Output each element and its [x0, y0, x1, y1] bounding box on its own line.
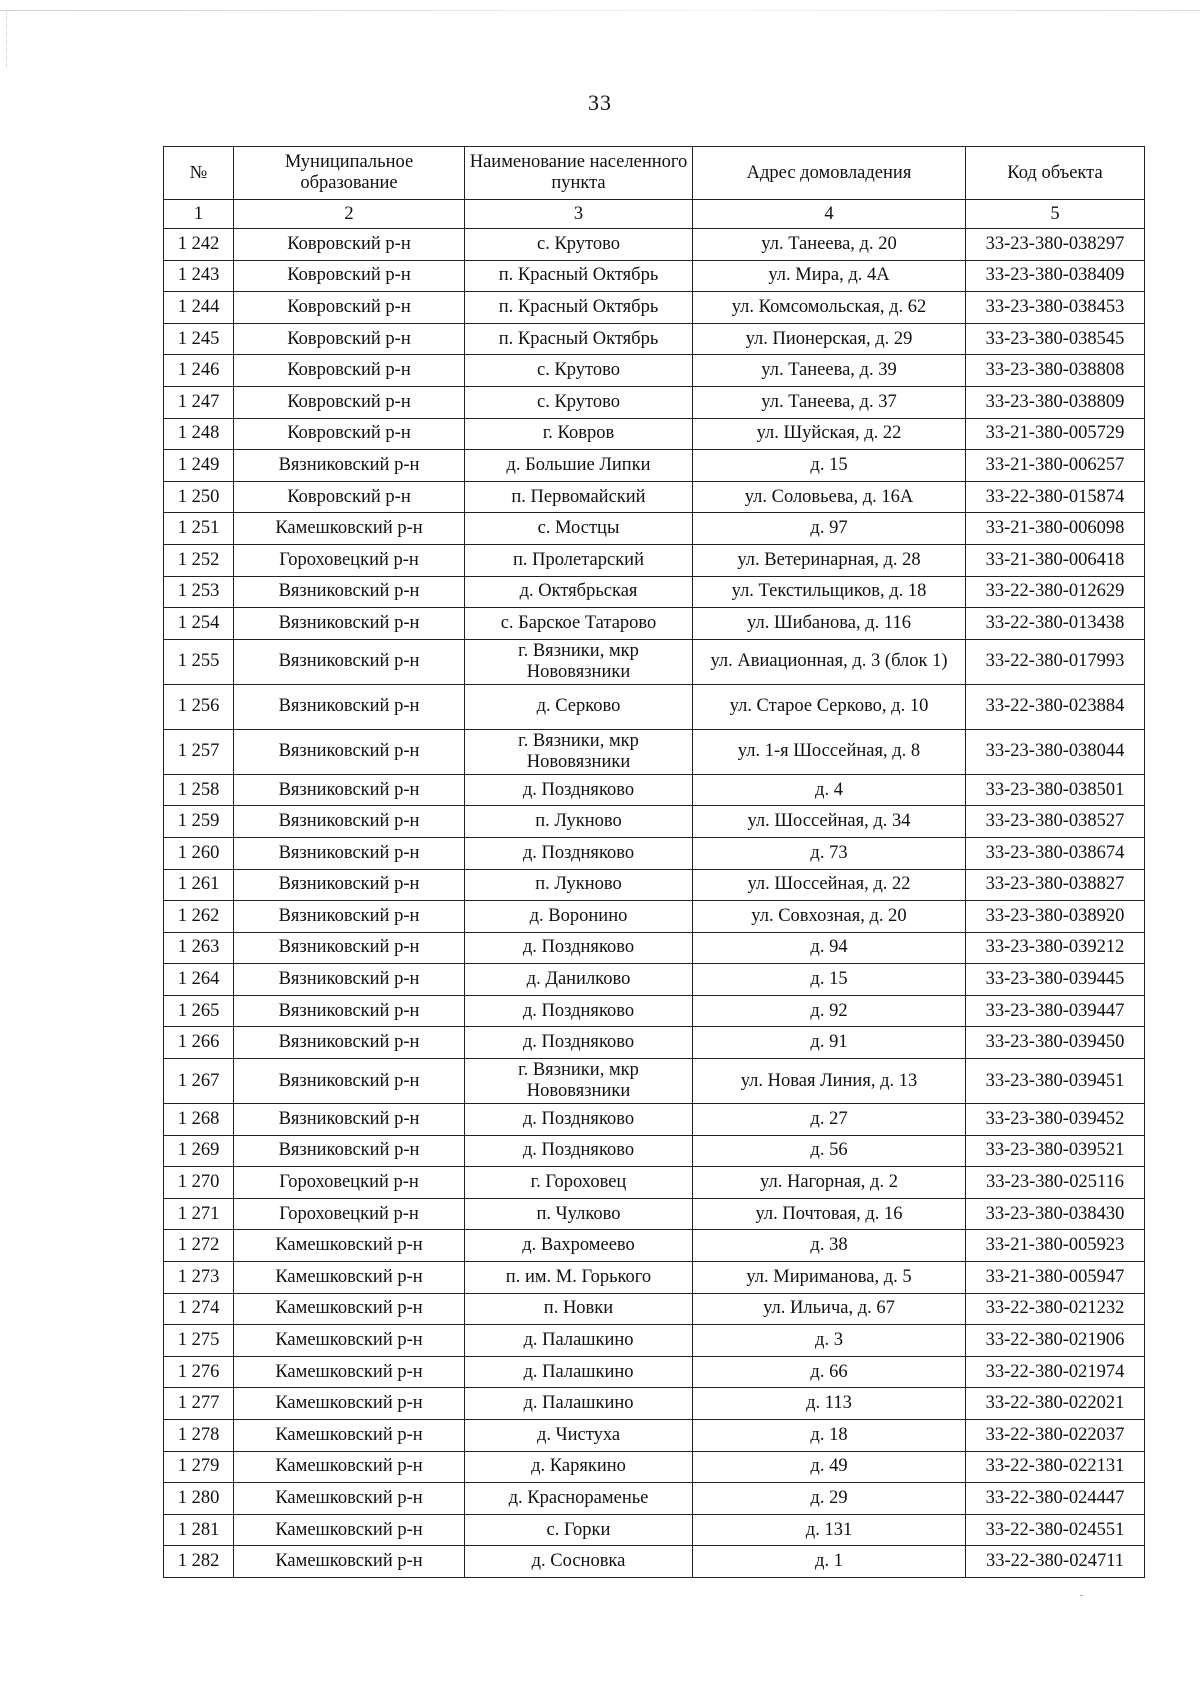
row-number-cell: 1 267: [164, 1059, 234, 1104]
address-cell: ул. Шоссейная, д. 34: [693, 806, 966, 838]
object-code-cell: 33-23-380-038044: [966, 729, 1145, 774]
table-row: [164, 1262, 1145, 1294]
object-code-cell: 33-23-380-038809: [966, 386, 1145, 418]
row-number-cell: 1 268: [164, 1104, 234, 1136]
row-number-cell: 1 270: [164, 1167, 234, 1199]
object-code-cell: 33-23-380-038920: [966, 901, 1145, 933]
municipality-cell: Вязниковский р-н: [234, 1059, 465, 1104]
table-row: [164, 869, 1145, 901]
settlement-cell: д. Данилково: [465, 964, 693, 996]
object-code-cell: 33-22-380-024551: [966, 1514, 1145, 1546]
address-cell: д. 131: [693, 1514, 966, 1546]
table-row: [164, 418, 1145, 450]
table-row: [164, 729, 1145, 774]
municipality-cell: Вязниковский р-н: [234, 576, 465, 608]
object-code-cell: 33-23-380-039447: [966, 995, 1145, 1027]
address-cell: ул. Соловьева, д. 16А: [693, 481, 966, 513]
table-row: [164, 386, 1145, 418]
settlement-cell: д. Чистуха: [465, 1420, 693, 1452]
object-code-cell: 33-23-380-038297: [966, 229, 1145, 261]
settlement-cell: с. Крутово: [465, 386, 693, 418]
table-row: [164, 774, 1145, 806]
object-code-cell: 33-23-380-038453: [966, 292, 1145, 324]
households-table: [163, 146, 1145, 1578]
row-number-cell: 1 247: [164, 386, 234, 418]
object-code-cell: 33-23-380-039212: [966, 932, 1145, 964]
table-row: [164, 639, 1145, 684]
municipality-cell: Ковровский р-н: [234, 386, 465, 418]
table-row: [164, 932, 1145, 964]
row-number-cell: 1 251: [164, 513, 234, 545]
table-row: [164, 1325, 1145, 1357]
table-row: [164, 901, 1145, 933]
settlement-cell: д. Большие Липки: [465, 450, 693, 482]
municipality-cell: Ковровский р-н: [234, 355, 465, 387]
column-number: 4: [693, 200, 966, 229]
municipality-cell: Гороховецкий р-н: [234, 544, 465, 576]
row-number-cell: 1 245: [164, 323, 234, 355]
scan-speck: [1080, 1595, 1083, 1596]
table-row: [164, 1059, 1145, 1104]
municipality-cell: Вязниковский р-н: [234, 608, 465, 640]
row-number-cell: 1 250: [164, 481, 234, 513]
settlement-cell: д. Октябрьская: [465, 576, 693, 608]
address-cell: д. 92: [693, 995, 966, 1027]
table-row: [164, 1230, 1145, 1262]
column-number-row: [164, 200, 1145, 229]
municipality-cell: Вязниковский р-н: [234, 837, 465, 869]
object-code-cell: 33-23-380-039451: [966, 1059, 1145, 1104]
row-number-cell: 1 282: [164, 1546, 234, 1578]
object-code-cell: 33-21-380-005923: [966, 1230, 1145, 1262]
object-code-cell: 33-23-380-038409: [966, 260, 1145, 292]
settlement-cell: д. Краснораменье: [465, 1483, 693, 1515]
settlement-cell: г. Гороховец: [465, 1167, 693, 1199]
object-code-cell: 33-21-380-006098: [966, 513, 1145, 545]
address-cell: д. 3: [693, 1325, 966, 1357]
row-number-cell: 1 276: [164, 1356, 234, 1388]
address-cell: ул. Текстильщиков, д. 18: [693, 576, 966, 608]
settlement-cell: п. Пролетарский: [465, 544, 693, 576]
municipality-cell: Вязниковский р-н: [234, 901, 465, 933]
table-header: [164, 147, 1145, 229]
row-number-cell: 1 249: [164, 450, 234, 482]
address-cell: д. 15: [693, 450, 966, 482]
municipality-cell: Ковровский р-н: [234, 323, 465, 355]
object-code-cell: 33-22-380-023884: [966, 684, 1145, 729]
address-cell: ул. Пионерская, д. 29: [693, 323, 966, 355]
table-body: [164, 229, 1145, 1578]
row-number-cell: 1 271: [164, 1198, 234, 1230]
row-number-cell: 1 280: [164, 1483, 234, 1515]
municipality-cell: Камешковский р-н: [234, 1230, 465, 1262]
settlement-cell: п. Первомайский: [465, 481, 693, 513]
settlement-cell: д. Поздняково: [465, 995, 693, 1027]
settlement-cell: д. Серково: [465, 684, 693, 729]
address-cell: д. 15: [693, 964, 966, 996]
object-code-cell: 33-23-380-039452: [966, 1104, 1145, 1136]
municipality-cell: Вязниковский р-н: [234, 806, 465, 838]
object-code-cell: 33-23-380-038808: [966, 355, 1145, 387]
row-number-cell: 1 263: [164, 932, 234, 964]
page-number: 33: [588, 90, 612, 115]
address-cell: ул. Танеева, д. 20: [693, 229, 966, 261]
row-number-cell: 1 258: [164, 774, 234, 806]
row-number-cell: 1 273: [164, 1262, 234, 1294]
settlement-cell: г. Вязники, мкр Нововязники: [465, 1059, 693, 1104]
column-number: 5: [966, 200, 1145, 229]
row-number-cell: 1 252: [164, 544, 234, 576]
object-code-cell: 33-22-380-017993: [966, 639, 1145, 684]
settlement-cell: с. Крутово: [465, 355, 693, 387]
row-number-cell: 1 253: [164, 576, 234, 608]
settlement-cell: д. Карякино: [465, 1451, 693, 1483]
row-number-cell: 1 260: [164, 837, 234, 869]
municipality-cell: Ковровский р-н: [234, 292, 465, 324]
address-cell: д. 1: [693, 1546, 966, 1578]
object-code-cell: 33-22-380-021232: [966, 1293, 1145, 1325]
municipality-cell: Камешковский р-н: [234, 1388, 465, 1420]
scan-corner-mark: [6, 12, 17, 67]
address-cell: д. 38: [693, 1230, 966, 1262]
settlement-cell: с. Крутово: [465, 229, 693, 261]
row-number-cell: 1 255: [164, 639, 234, 684]
table-row: [164, 1420, 1145, 1452]
table-row: [164, 292, 1145, 324]
row-number-cell: 1 254: [164, 608, 234, 640]
row-number-cell: 1 259: [164, 806, 234, 838]
municipality-cell: Камешковский р-н: [234, 1293, 465, 1325]
row-number-cell: 1 281: [164, 1514, 234, 1546]
column-number: 1: [164, 200, 234, 229]
scan-edge-line: [0, 10, 1200, 11]
address-cell: ул. Шоссейная, д. 22: [693, 869, 966, 901]
address-cell: ул. Авиационная, д. 3 (блок 1): [693, 639, 966, 684]
municipality-cell: Вязниковский р-н: [234, 684, 465, 729]
row-number-cell: 1 266: [164, 1027, 234, 1059]
row-number-cell: 1 242: [164, 229, 234, 261]
address-cell: д. 66: [693, 1356, 966, 1388]
municipality-cell: Вязниковский р-н: [234, 869, 465, 901]
address-cell: ул. Мира, д. 4А: [693, 260, 966, 292]
address-cell: д. 29: [693, 1483, 966, 1515]
municipality-cell: Камешковский р-н: [234, 1451, 465, 1483]
table-row: [164, 1167, 1145, 1199]
municipality-cell: Вязниковский р-н: [234, 964, 465, 996]
municipality-cell: Ковровский р-н: [234, 260, 465, 292]
row-number-cell: 1 269: [164, 1135, 234, 1167]
settlement-cell: с. Мостцы: [465, 513, 693, 545]
object-code-cell: 33-22-380-022037: [966, 1420, 1145, 1452]
header-number: №: [164, 147, 234, 200]
table-row: [164, 513, 1145, 545]
table-row: [164, 995, 1145, 1027]
object-code-cell: 33-23-380-038501: [966, 774, 1145, 806]
table-row: [164, 837, 1145, 869]
settlement-cell: г. Вязники, мкр Нововязники: [465, 729, 693, 774]
table-row: [164, 1198, 1145, 1230]
row-number-cell: 1 272: [164, 1230, 234, 1262]
settlement-cell: п. Новки: [465, 1293, 693, 1325]
object-code-cell: 33-21-380-006418: [966, 544, 1145, 576]
municipality-cell: Вязниковский р-н: [234, 1104, 465, 1136]
municipality-cell: Вязниковский р-н: [234, 729, 465, 774]
address-cell: д. 97: [693, 513, 966, 545]
object-code-cell: 33-23-380-038827: [966, 869, 1145, 901]
table-row: [164, 450, 1145, 482]
municipality-cell: Вязниковский р-н: [234, 639, 465, 684]
row-number-cell: 1 275: [164, 1325, 234, 1357]
object-code-cell: 33-21-380-005947: [966, 1262, 1145, 1294]
table-row: [164, 1514, 1145, 1546]
address-cell: ул. 1-я Шоссейная, д. 8: [693, 729, 966, 774]
settlement-cell: д. Поздняково: [465, 1104, 693, 1136]
table-row: [164, 260, 1145, 292]
table-row: [164, 576, 1145, 608]
row-number-cell: 1 279: [164, 1451, 234, 1483]
table-row: [164, 229, 1145, 261]
object-code-cell: 33-22-380-015874: [966, 481, 1145, 513]
table-row: [164, 1388, 1145, 1420]
table-row: [164, 684, 1145, 729]
address-cell: д. 27: [693, 1104, 966, 1136]
settlement-cell: п. им. М. Горького: [465, 1262, 693, 1294]
table-row: [164, 964, 1145, 996]
header-object-code: Код объекта: [966, 147, 1145, 200]
table-row: [164, 1356, 1145, 1388]
row-number-cell: 1 243: [164, 260, 234, 292]
municipality-cell: Ковровский р-н: [234, 229, 465, 261]
settlement-cell: д. Палашкино: [465, 1325, 693, 1357]
settlement-cell: с. Горки: [465, 1514, 693, 1546]
municipality-cell: Гороховецкий р-н: [234, 1167, 465, 1199]
municipality-cell: Камешковский р-н: [234, 1546, 465, 1578]
table-row: [164, 1135, 1145, 1167]
municipality-cell: Гороховецкий р-н: [234, 1198, 465, 1230]
address-cell: д. 113: [693, 1388, 966, 1420]
header-address: Адрес домовладения: [693, 147, 966, 200]
address-cell: ул. Нагорная, д. 2: [693, 1167, 966, 1199]
object-code-cell: 33-23-380-038430: [966, 1198, 1145, 1230]
row-number-cell: 1 274: [164, 1293, 234, 1325]
table-row: [164, 1483, 1145, 1515]
table-row: [164, 806, 1145, 838]
address-cell: д. 4: [693, 774, 966, 806]
municipality-cell: Вязниковский р-н: [234, 450, 465, 482]
settlement-cell: г. Вязники, мкр Нововязники: [465, 639, 693, 684]
address-cell: д. 94: [693, 932, 966, 964]
municipality-cell: Ковровский р-н: [234, 481, 465, 513]
address-cell: ул. Почтовая, д. 16: [693, 1198, 966, 1230]
row-number-cell: 1 262: [164, 901, 234, 933]
row-number-cell: 1 264: [164, 964, 234, 996]
table-row: [164, 355, 1145, 387]
column-number: 2: [234, 200, 465, 229]
settlement-cell: д. Сосновка: [465, 1546, 693, 1578]
object-code-cell: 33-22-380-022131: [966, 1451, 1145, 1483]
address-cell: ул. Мириманова, д. 5: [693, 1262, 966, 1294]
address-cell: д. 56: [693, 1135, 966, 1167]
settlement-cell: д. Поздняково: [465, 932, 693, 964]
address-cell: ул. Старое Серково, д. 10: [693, 684, 966, 729]
settlement-cell: п. Лукново: [465, 806, 693, 838]
object-code-cell: 33-23-380-038545: [966, 323, 1145, 355]
settlement-cell: д. Воронино: [465, 901, 693, 933]
object-code-cell: 33-23-380-039445: [966, 964, 1145, 996]
address-cell: ул. Ветеринарная, д. 28: [693, 544, 966, 576]
address-cell: ул. Комсомольская, д. 62: [693, 292, 966, 324]
row-number-cell: 1 261: [164, 869, 234, 901]
table-row: [164, 1293, 1145, 1325]
object-code-cell: 33-23-380-038527: [966, 806, 1145, 838]
municipality-cell: Камешковский р-н: [234, 1356, 465, 1388]
address-cell: ул. Танеева, д. 37: [693, 386, 966, 418]
row-number-cell: 1 256: [164, 684, 234, 729]
municipality-cell: Камешковский р-н: [234, 1514, 465, 1546]
settlement-cell: г. Ковров: [465, 418, 693, 450]
address-cell: д. 91: [693, 1027, 966, 1059]
row-number-cell: 1 265: [164, 995, 234, 1027]
object-code-cell: 33-22-380-021974: [966, 1356, 1145, 1388]
table-row: [164, 1451, 1145, 1483]
settlement-cell: д. Поздняково: [465, 1027, 693, 1059]
settlement-cell: п. Лукново: [465, 869, 693, 901]
table-row: [164, 323, 1145, 355]
object-code-cell: 33-23-380-038674: [966, 837, 1145, 869]
municipality-cell: Вязниковский р-н: [234, 932, 465, 964]
column-number: 3: [465, 200, 693, 229]
settlement-cell: д. Вахромеево: [465, 1230, 693, 1262]
object-code-cell: 33-23-380-025116: [966, 1167, 1145, 1199]
settlement-cell: п. Красный Октябрь: [465, 292, 693, 324]
settlement-cell: д. Поздняково: [465, 837, 693, 869]
row-number-cell: 1 246: [164, 355, 234, 387]
row-number-cell: 1 257: [164, 729, 234, 774]
settlement-cell: п. Красный Октябрь: [465, 260, 693, 292]
municipality-cell: Камешковский р-н: [234, 513, 465, 545]
header-settlement: Наименование населенного пункта: [465, 147, 693, 200]
municipality-cell: Камешковский р-н: [234, 1483, 465, 1515]
address-cell: ул. Танеева, д. 39: [693, 355, 966, 387]
address-cell: ул. Шибанова, д. 116: [693, 608, 966, 640]
municipality-cell: Камешковский р-н: [234, 1262, 465, 1294]
settlement-cell: д. Поздняково: [465, 1135, 693, 1167]
settlement-cell: п. Красный Октябрь: [465, 323, 693, 355]
header-row: [164, 147, 1145, 200]
table-row: [164, 1546, 1145, 1578]
municipality-cell: Камешковский р-н: [234, 1325, 465, 1357]
object-code-cell: 33-22-380-013438: [966, 608, 1145, 640]
address-cell: д. 49: [693, 1451, 966, 1483]
municipality-cell: Ковровский р-н: [234, 418, 465, 450]
table-row: [164, 608, 1145, 640]
object-code-cell: 33-22-380-022021: [966, 1388, 1145, 1420]
municipality-cell: Вязниковский р-н: [234, 774, 465, 806]
object-code-cell: 33-23-380-039521: [966, 1135, 1145, 1167]
address-cell: ул. Новая Линия, д. 13: [693, 1059, 966, 1104]
object-code-cell: 33-22-380-012629: [966, 576, 1145, 608]
municipality-cell: Вязниковский р-н: [234, 995, 465, 1027]
municipality-cell: Камешковский р-н: [234, 1420, 465, 1452]
row-number-cell: 1 248: [164, 418, 234, 450]
municipality-cell: Вязниковский р-н: [234, 1027, 465, 1059]
settlement-cell: д. Палашкино: [465, 1356, 693, 1388]
address-cell: ул. Ильича, д. 67: [693, 1293, 966, 1325]
object-code-cell: 33-21-380-006257: [966, 450, 1145, 482]
object-code-cell: 33-22-380-021906: [966, 1325, 1145, 1357]
address-cell: д. 73: [693, 837, 966, 869]
address-cell: ул. Шуйская, д. 22: [693, 418, 966, 450]
table-row: [164, 1027, 1145, 1059]
address-cell: ул. Совхозная, д. 20: [693, 901, 966, 933]
settlement-cell: д. Палашкино: [465, 1388, 693, 1420]
header-municipality: Муниципальное образование: [234, 147, 465, 200]
table-row: [164, 1104, 1145, 1136]
settlement-cell: с. Барское Татарово: [465, 608, 693, 640]
object-code-cell: 33-21-380-005729: [966, 418, 1145, 450]
object-code-cell: 33-22-380-024711: [966, 1546, 1145, 1578]
object-code-cell: 33-23-380-039450: [966, 1027, 1145, 1059]
row-number-cell: 1 278: [164, 1420, 234, 1452]
address-cell: д. 18: [693, 1420, 966, 1452]
object-code-cell: 33-22-380-024447: [966, 1483, 1145, 1515]
settlement-cell: п. Чулково: [465, 1198, 693, 1230]
table-row: [164, 544, 1145, 576]
municipality-cell: Вязниковский р-н: [234, 1135, 465, 1167]
settlement-cell: д. Поздняково: [465, 774, 693, 806]
row-number-cell: 1 277: [164, 1388, 234, 1420]
row-number-cell: 1 244: [164, 292, 234, 324]
table-row: [164, 481, 1145, 513]
